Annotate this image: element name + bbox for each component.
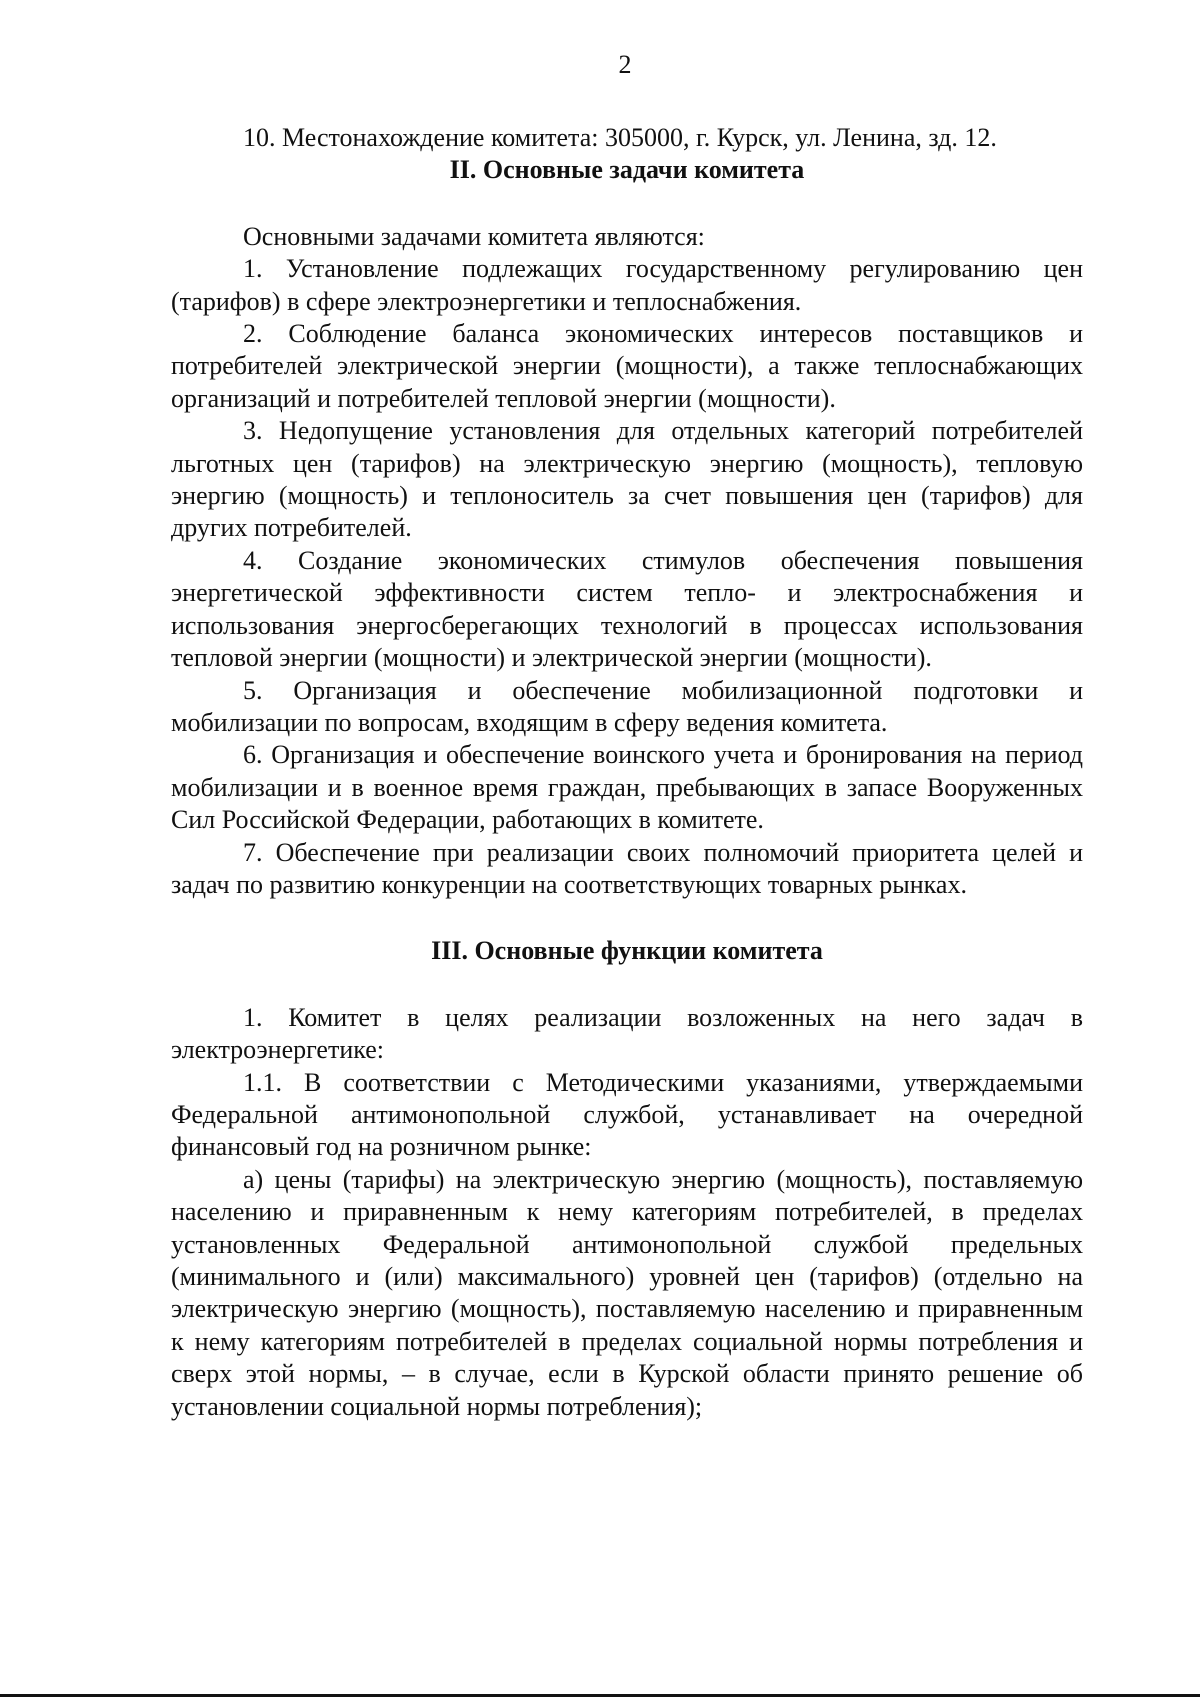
function-paragraph-a: а) цены (тарифы) на электрическую энергию (мощность), поставляемую населению и приравненным к нему категориям потребителей, в пределах установленных Федеральной антимонопольной службой предельных (минимального и (или) максимального) уровней цен (тарифов) (отдельно на электрическую энергию (мощность), поставляемую населению и приравненным к нему категориям потребителей в пределах социальной нормы потребления и сверх этой нормы, – в случае, если в Курской области принято решение об установлении социальной нормы потребления);: [171, 1164, 1083, 1421]
section-2-title: II. Основные задачи комитета: [449, 155, 805, 185]
task-item-6: 6. Организация и обеспечение воинского учета и бронирования на период мобилизации и в военное время граждан, пребывающих в запасе Вооруженных Сил Российской Федерации, работающих в комитете.: [171, 740, 1083, 835]
function-paragraph-1: 1. Комитет в целях реализации возложенных на него задач в электроэнергетике:: [171, 1002, 1083, 1065]
task-item-2: 2. Соблюдение баланса экономических интересов поставщиков и потребителей электрической энергии (мощности), а также теплоснабжающих организаций и потребителей тепловой энергии (мощности).: [171, 319, 1083, 413]
section-3-title: III. Основные функции комитета: [431, 936, 823, 966]
task-item-4: 4. Создание экономических стимулов обеспечения повышения энергетической эффективности систем тепло- и электроснабжения и использования энергосберегающих технологий в процессах использования тепловой энергии (мощности) и электрической энергии (мощности).: [171, 545, 1083, 673]
spacer: [171, 187, 1083, 221]
page-number: 2: [618, 50, 632, 79]
function-paragraph-1-1: 1.1. В соответствии с Методическими указаниями, утверждаемыми Федеральной антимонопольной службой, устанавливает на очередной финансовый год на розничном рынке:: [171, 1067, 1083, 1162]
spacer: [171, 901, 1083, 935]
spacer: [171, 968, 1083, 1002]
task-item-7: 7. Обеспечение при реализации своих полномочий приоритета целей и задач по развитию конкуренции на соответствующих товарных рынках.: [171, 837, 1083, 899]
task-item-5: 5. Организация и обеспечение мобилизационной подготовки и мобилизации по вопросам, входящим в сферу ведения комитета.: [171, 675, 1083, 737]
task-item-1: 1. Установление подлежащих государственному регулированию цен (тарифов) в сфере электроэнергетики и теплоснабжения.: [171, 254, 1083, 316]
section-2-intro: Основными задачами комитета являются:: [243, 221, 705, 251]
bottom-border-line: [0, 1694, 1200, 1697]
document-body: [171, 122, 1083, 1423]
location-paragraph: 10. Местонахождение комитета: 305000, г. Курск, ул. Ленина, зд. 12.: [243, 123, 997, 152]
task-item-3: 3. Недопущение установления для отдельных категорий потребителей льготных цен (тарифов) на электрическую энергию (мощность), тепловую энергию (мощность) и теплоноситель за счет повышения цен (тарифов) для других потребителей.: [171, 416, 1083, 543]
